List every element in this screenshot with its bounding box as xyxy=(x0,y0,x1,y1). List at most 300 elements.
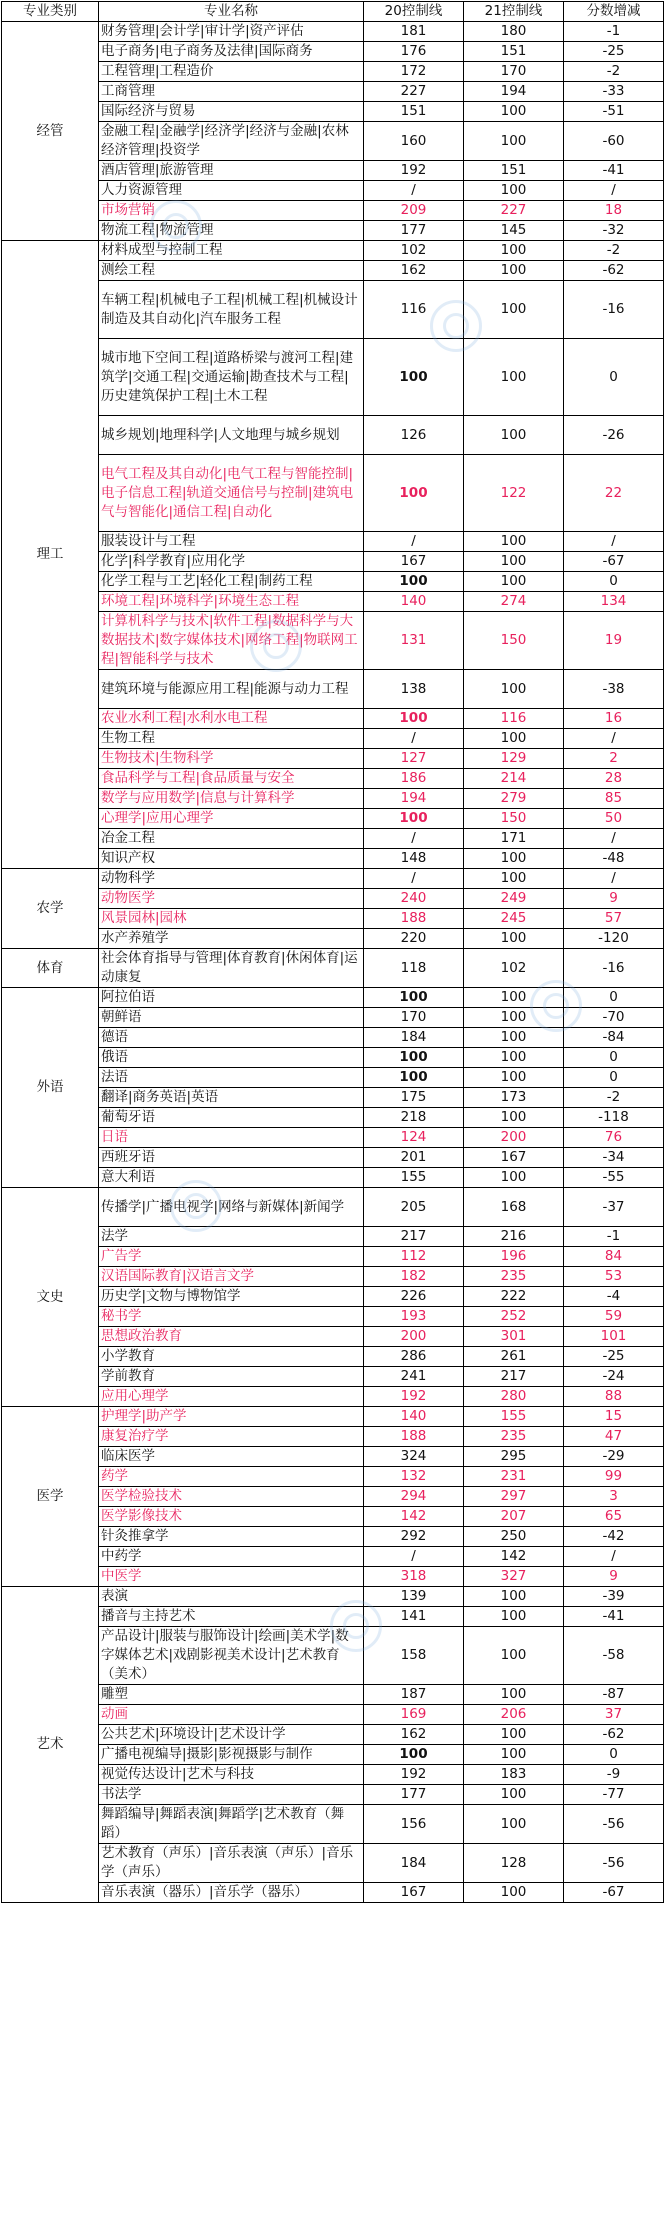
score-change-cell: 22 xyxy=(564,455,664,532)
control-line-20-cell: 286 xyxy=(364,1347,464,1367)
table-row xyxy=(2,889,664,909)
control-line-21-cell: 155 xyxy=(464,1407,564,1427)
control-line-20-cell: / xyxy=(364,829,464,849)
major-name-cell: 针灸推拿学 xyxy=(99,1527,364,1547)
score-change-cell: 0 xyxy=(564,1745,664,1765)
control-line-20-cell: / xyxy=(364,1547,464,1567)
control-line-21-cell: 279 xyxy=(464,789,564,809)
major-name-cell: 动画 xyxy=(99,1705,364,1725)
control-line-20-cell: 141 xyxy=(364,1607,464,1627)
major-name-cell: 材料成型与控制工程 xyxy=(99,241,364,261)
score-change-cell: -51 xyxy=(564,102,664,122)
control-line-21-cell: 301 xyxy=(464,1327,564,1347)
control-line-20-cell: 176 xyxy=(364,42,464,62)
control-line-21-cell: 207 xyxy=(464,1507,564,1527)
score-change-cell: / xyxy=(564,532,664,552)
table-row xyxy=(2,1427,664,1447)
major-name-cell: 水产养殖学 xyxy=(99,929,364,949)
score-change-cell: 65 xyxy=(564,1507,664,1527)
control-line-20-cell: 172 xyxy=(364,62,464,82)
table-row xyxy=(2,769,664,789)
control-line-20-cell: 292 xyxy=(364,1527,464,1547)
major-name-cell: 酒店管理|旅游管理 xyxy=(99,161,364,181)
major-name-cell: 学前教育 xyxy=(99,1367,364,1387)
score-change-cell: -33 xyxy=(564,82,664,102)
score-change-cell: 15 xyxy=(564,1407,664,1427)
control-line-21-cell: 100 xyxy=(464,1028,564,1048)
control-line-20-cell: 148 xyxy=(364,849,464,869)
major-name-cell: 风景园林|园林 xyxy=(99,909,364,929)
control-line-21-cell: 102 xyxy=(464,949,564,988)
control-line-21-cell: 100 xyxy=(464,122,564,161)
table-row xyxy=(2,1028,664,1048)
category-cell: 理工 xyxy=(2,241,99,869)
score-change-cell: / xyxy=(564,729,664,749)
control-line-21-cell: 100 xyxy=(464,281,564,339)
control-line-20-cell: 192 xyxy=(364,1387,464,1407)
control-line-20-cell: 100 xyxy=(364,709,464,729)
category-cell: 经管 xyxy=(2,22,99,241)
control-line-20-cell: 227 xyxy=(364,82,464,102)
control-line-20-cell: 241 xyxy=(364,1367,464,1387)
control-line-20-cell: 127 xyxy=(364,749,464,769)
table-row xyxy=(2,552,664,572)
control-line-21-cell: 100 xyxy=(464,869,564,889)
major-name-cell: 金融工程|金融学|经济学|经济与金融|农林经济管理|投资学 xyxy=(99,122,364,161)
major-name-cell: 医学检验技术 xyxy=(99,1487,364,1507)
control-line-21-cell: 100 xyxy=(464,1745,564,1765)
score-change-cell: -1 xyxy=(564,1227,664,1247)
table-row xyxy=(2,1327,664,1347)
control-line-20-cell: 217 xyxy=(364,1227,464,1247)
score-change-cell: -56 xyxy=(564,1805,664,1844)
score-change-cell: -16 xyxy=(564,281,664,339)
control-line-20-cell: 160 xyxy=(364,122,464,161)
score-change-cell: -42 xyxy=(564,1527,664,1547)
score-change-cell: 0 xyxy=(564,572,664,592)
major-name-cell: 小学教育 xyxy=(99,1347,364,1367)
control-line-20-cell: 181 xyxy=(364,22,464,42)
control-line-20-cell: 100 xyxy=(364,1068,464,1088)
major-name-cell: 社会体育指导与管理|体育教育|休闲体育|运动康复 xyxy=(99,949,364,988)
score-change-cell: -60 xyxy=(564,122,664,161)
major-name-cell: 历史学|文物与博物馆学 xyxy=(99,1287,364,1307)
major-name-cell: 生物工程 xyxy=(99,729,364,749)
score-change-cell: 28 xyxy=(564,769,664,789)
major-name-cell: 俄语 xyxy=(99,1048,364,1068)
major-name-cell: 视觉传达设计|艺术与科技 xyxy=(99,1765,364,1785)
score-change-cell: / xyxy=(564,1547,664,1567)
score-change-cell: 134 xyxy=(564,592,664,612)
control-line-20-cell: 116 xyxy=(364,281,464,339)
table-row xyxy=(2,1607,664,1627)
control-line-20-cell: 156 xyxy=(364,1805,464,1844)
control-line-21-cell: 100 xyxy=(464,1008,564,1028)
score-change-cell: -77 xyxy=(564,1785,664,1805)
control-line-20-cell: / xyxy=(364,729,464,749)
control-line-20-cell: 162 xyxy=(364,261,464,281)
control-line-21-cell: 100 xyxy=(464,532,564,552)
major-name-cell: 电气工程及其自动化|电气工程与智能控制|电子信息工程|轨道交通信号与控制|建筑电气与智能化|通信工程|自动化 xyxy=(99,455,364,532)
major-name-cell: 德语 xyxy=(99,1028,364,1048)
score-change-cell: -37 xyxy=(564,1188,664,1227)
control-line-21-cell: 100 xyxy=(464,181,564,201)
score-change-cell: -56 xyxy=(564,1844,664,1883)
header-row xyxy=(2,2,664,22)
major-name-cell: 车辆工程|机械电子工程|机械工程|机械设计制造及其自动化|汽车服务工程 xyxy=(99,281,364,339)
table-row xyxy=(2,1088,664,1108)
control-line-21-cell: 216 xyxy=(464,1227,564,1247)
table-row xyxy=(2,1805,664,1844)
control-line-20-cell: 188 xyxy=(364,909,464,929)
score-change-cell: 9 xyxy=(564,889,664,909)
header-control-line-20: 20控制线 xyxy=(364,2,464,22)
major-name-cell: 书法学 xyxy=(99,1785,364,1805)
score-change-cell: -70 xyxy=(564,1008,664,1028)
control-line-21-cell: 173 xyxy=(464,1088,564,1108)
table-row xyxy=(2,1447,664,1467)
control-line-20-cell: 184 xyxy=(364,1028,464,1048)
control-line-21-cell: 100 xyxy=(464,572,564,592)
control-line-20-cell: 100 xyxy=(364,339,464,416)
major-name-cell: 生物技术|生物科学 xyxy=(99,749,364,769)
control-line-21-cell: 100 xyxy=(464,988,564,1008)
control-line-20-cell: / xyxy=(364,181,464,201)
table-row xyxy=(2,532,664,552)
control-line-20-cell: 193 xyxy=(364,1307,464,1327)
table-row xyxy=(2,1267,664,1287)
table-row xyxy=(2,729,664,749)
control-line-21-cell: 145 xyxy=(464,221,564,241)
control-line-21-cell: 200 xyxy=(464,1128,564,1148)
control-line-21-cell: 150 xyxy=(464,809,564,829)
score-change-cell: -118 xyxy=(564,1108,664,1128)
control-line-20-cell: 184 xyxy=(364,1844,464,1883)
control-line-21-cell: 150 xyxy=(464,612,564,670)
score-change-cell: / xyxy=(564,829,664,849)
major-name-cell: 冶金工程 xyxy=(99,829,364,849)
control-line-20-cell: 192 xyxy=(364,161,464,181)
table-row xyxy=(2,1387,664,1407)
major-name-cell: 应用心理学 xyxy=(99,1387,364,1407)
table-row xyxy=(2,592,664,612)
score-change-cell: 18 xyxy=(564,201,664,221)
control-line-21-cell: 170 xyxy=(464,62,564,82)
major-name-cell: 城乡规划|地理科学|人文地理与城乡规划 xyxy=(99,416,364,455)
score-change-cell: 3 xyxy=(564,1487,664,1507)
table-row xyxy=(2,1725,664,1745)
control-line-20-cell: 100 xyxy=(364,1745,464,1765)
control-line-20-cell: 100 xyxy=(364,988,464,1008)
control-line-20-cell: 194 xyxy=(364,789,464,809)
control-line-21-cell: 100 xyxy=(464,1168,564,1188)
control-line-20-cell: 139 xyxy=(364,1587,464,1607)
table-row xyxy=(2,1547,664,1567)
score-table xyxy=(1,1,664,1903)
table-row xyxy=(2,1247,664,1267)
control-line-20-cell: 124 xyxy=(364,1128,464,1148)
table-row xyxy=(2,1148,664,1168)
score-change-cell: -4 xyxy=(564,1287,664,1307)
control-line-20-cell: 167 xyxy=(364,1883,464,1903)
score-change-cell: 16 xyxy=(564,709,664,729)
header-major-name: 专业名称 xyxy=(99,2,364,22)
control-line-20-cell: 318 xyxy=(364,1567,464,1587)
control-line-21-cell: 116 xyxy=(464,709,564,729)
score-change-cell: 2 xyxy=(564,749,664,769)
control-line-21-cell: 194 xyxy=(464,82,564,102)
score-change-cell: -1 xyxy=(564,22,664,42)
category-cell: 文史 xyxy=(2,1188,99,1407)
control-line-20-cell: 167 xyxy=(364,552,464,572)
control-line-21-cell: 180 xyxy=(464,22,564,42)
score-change-cell: -55 xyxy=(564,1168,664,1188)
table-row xyxy=(2,572,664,592)
score-change-cell: -48 xyxy=(564,849,664,869)
table-row xyxy=(2,1048,664,1068)
major-name-cell: 康复治疗学 xyxy=(99,1427,364,1447)
control-line-20-cell: 324 xyxy=(364,1447,464,1467)
control-line-21-cell: 100 xyxy=(464,339,564,416)
control-line-20-cell: 100 xyxy=(364,1048,464,1068)
table-row xyxy=(2,1844,664,1883)
major-name-cell: 意大利语 xyxy=(99,1168,364,1188)
score-change-cell: -24 xyxy=(564,1367,664,1387)
major-name-cell: 临床医学 xyxy=(99,1447,364,1467)
control-line-20-cell: 240 xyxy=(364,889,464,909)
control-line-20-cell: 118 xyxy=(364,949,464,988)
header-category: 专业类别 xyxy=(2,2,99,22)
control-line-21-cell: 100 xyxy=(464,1805,564,1844)
table-row xyxy=(2,122,664,161)
control-line-20-cell: 200 xyxy=(364,1327,464,1347)
score-change-cell: -87 xyxy=(564,1685,664,1705)
table-row xyxy=(2,829,664,849)
score-change-cell: 50 xyxy=(564,809,664,829)
control-line-21-cell: 100 xyxy=(464,102,564,122)
control-line-20-cell: / xyxy=(364,532,464,552)
major-name-cell: 艺术教育（声乐）|音乐表演（声乐）|音乐学（声乐） xyxy=(99,1844,364,1883)
score-change-cell: -120 xyxy=(564,929,664,949)
score-change-cell: 0 xyxy=(564,988,664,1008)
control-line-20-cell: 140 xyxy=(364,592,464,612)
control-line-20-cell: 100 xyxy=(364,572,464,592)
table-row xyxy=(2,1527,664,1547)
major-name-cell: 日语 xyxy=(99,1128,364,1148)
table-row xyxy=(2,62,664,82)
score-change-cell: -2 xyxy=(564,241,664,261)
control-line-21-cell: 100 xyxy=(464,1725,564,1745)
table-row xyxy=(2,789,664,809)
major-name-cell: 播音与主持艺术 xyxy=(99,1607,364,1627)
table-row xyxy=(2,281,664,339)
header-control-line-21: 21控制线 xyxy=(464,2,564,22)
control-line-21-cell: 128 xyxy=(464,1844,564,1883)
control-line-21-cell: 167 xyxy=(464,1148,564,1168)
score-change-cell: 59 xyxy=(564,1307,664,1327)
table-row xyxy=(2,1188,664,1227)
score-change-cell: -29 xyxy=(564,1447,664,1467)
major-name-cell: 思想政治教育 xyxy=(99,1327,364,1347)
major-name-cell: 音乐表演（器乐）|音乐学（器乐） xyxy=(99,1883,364,1903)
table-row xyxy=(2,949,664,988)
table-row xyxy=(2,82,664,102)
table-row xyxy=(2,221,664,241)
category-cell: 医学 xyxy=(2,1407,99,1587)
table-row xyxy=(2,1128,664,1148)
major-name-cell: 计算机科学与技术|软件工程|数据科学与大数据技术|数字媒体技术|网络工程|物联网工程|智能科学与技术 xyxy=(99,612,364,670)
table-row xyxy=(2,869,664,889)
major-name-cell: 护理学|助产学 xyxy=(99,1407,364,1427)
control-line-21-cell: 100 xyxy=(464,1048,564,1068)
control-line-21-cell: 100 xyxy=(464,849,564,869)
score-change-cell: / xyxy=(564,869,664,889)
major-name-cell: 服装设计与工程 xyxy=(99,532,364,552)
score-change-cell: / xyxy=(564,181,664,201)
score-change-cell: -2 xyxy=(564,62,664,82)
major-name-cell: 化学工程与工艺|轻化工程|制药工程 xyxy=(99,572,364,592)
control-line-20-cell: 131 xyxy=(364,612,464,670)
control-line-20-cell: 182 xyxy=(364,1267,464,1287)
control-line-21-cell: 217 xyxy=(464,1367,564,1387)
control-line-21-cell: 151 xyxy=(464,42,564,62)
table-row xyxy=(2,1487,664,1507)
table-row xyxy=(2,749,664,769)
control-line-21-cell: 252 xyxy=(464,1307,564,1327)
score-change-cell: -26 xyxy=(564,416,664,455)
score-change-cell: 19 xyxy=(564,612,664,670)
control-line-20-cell: 226 xyxy=(364,1287,464,1307)
table-row xyxy=(2,261,664,281)
control-line-21-cell: 261 xyxy=(464,1347,564,1367)
table-row xyxy=(2,241,664,261)
control-line-20-cell: 138 xyxy=(364,670,464,709)
major-name-cell: 朝鲜语 xyxy=(99,1008,364,1028)
control-line-21-cell: 249 xyxy=(464,889,564,909)
score-change-cell: -16 xyxy=(564,949,664,988)
table-row xyxy=(2,161,664,181)
control-line-21-cell: 280 xyxy=(464,1387,564,1407)
control-line-20-cell: 140 xyxy=(364,1407,464,1427)
table-row xyxy=(2,1108,664,1128)
major-name-cell: 动物科学 xyxy=(99,869,364,889)
score-change-cell: 53 xyxy=(564,1267,664,1287)
control-line-21-cell: 100 xyxy=(464,670,564,709)
table-row xyxy=(2,1627,664,1685)
control-line-21-cell: 100 xyxy=(464,1627,564,1685)
table-row xyxy=(2,988,664,1008)
major-name-cell: 国际经济与贸易 xyxy=(99,102,364,122)
control-line-21-cell: 100 xyxy=(464,1068,564,1088)
major-name-cell: 产品设计|服装与服饰设计|绘画|美术学|数字媒体艺术|戏剧影视美术设计|艺术教育（美术） xyxy=(99,1627,364,1685)
control-line-21-cell: 100 xyxy=(464,1607,564,1627)
control-line-20-cell: 102 xyxy=(364,241,464,261)
table-row xyxy=(2,1883,664,1903)
control-line-20-cell: 192 xyxy=(364,1765,464,1785)
control-line-20-cell: 155 xyxy=(364,1168,464,1188)
major-name-cell: 建筑环境与能源应用工程|能源与动力工程 xyxy=(99,670,364,709)
control-line-21-cell: 151 xyxy=(464,161,564,181)
major-name-cell: 表演 xyxy=(99,1587,364,1607)
score-change-cell: -38 xyxy=(564,670,664,709)
table-row xyxy=(2,929,664,949)
major-name-cell: 农业水利工程|水利水电工程 xyxy=(99,709,364,729)
score-change-cell: 101 xyxy=(564,1327,664,1347)
score-change-cell: -67 xyxy=(564,1883,664,1903)
score-change-cell: 85 xyxy=(564,789,664,809)
major-name-cell: 广告学 xyxy=(99,1247,364,1267)
control-line-21-cell: 142 xyxy=(464,1547,564,1567)
score-change-cell: 0 xyxy=(564,1068,664,1088)
major-name-cell: 秘书学 xyxy=(99,1307,364,1327)
major-name-cell: 电子商务|电子商务及法律|国际商务 xyxy=(99,42,364,62)
control-line-20-cell: 169 xyxy=(364,1705,464,1725)
major-name-cell: 环境工程|环境科学|环境生态工程 xyxy=(99,592,364,612)
score-change-cell: 57 xyxy=(564,909,664,929)
control-line-20-cell: 209 xyxy=(364,201,464,221)
score-change-cell: 47 xyxy=(564,1427,664,1447)
score-change-cell: -41 xyxy=(564,1607,664,1627)
control-line-21-cell: 100 xyxy=(464,729,564,749)
control-line-21-cell: 235 xyxy=(464,1267,564,1287)
control-line-20-cell: / xyxy=(364,869,464,889)
control-line-21-cell: 168 xyxy=(464,1188,564,1227)
table-row xyxy=(2,1407,664,1427)
header-score-change: 分数增减 xyxy=(564,2,664,22)
control-line-20-cell: 158 xyxy=(364,1627,464,1685)
score-change-cell: -34 xyxy=(564,1148,664,1168)
table-row xyxy=(2,1785,664,1805)
control-line-21-cell: 231 xyxy=(464,1467,564,1487)
category-cell: 艺术 xyxy=(2,1587,99,1903)
score-change-cell: 37 xyxy=(564,1705,664,1725)
control-line-20-cell: 132 xyxy=(364,1467,464,1487)
control-line-20-cell: 188 xyxy=(364,1427,464,1447)
score-change-cell: -62 xyxy=(564,1725,664,1745)
score-change-cell: -62 xyxy=(564,261,664,281)
major-name-cell: 舞蹈编导|舞蹈表演|舞蹈学|艺术教育（舞蹈） xyxy=(99,1805,364,1844)
control-line-20-cell: 126 xyxy=(364,416,464,455)
table-row xyxy=(2,22,664,42)
table-row xyxy=(2,1507,664,1527)
major-name-cell: 药学 xyxy=(99,1467,364,1487)
control-line-21-cell: 227 xyxy=(464,201,564,221)
control-line-21-cell: 100 xyxy=(464,1108,564,1128)
control-line-20-cell: 187 xyxy=(364,1685,464,1705)
major-name-cell: 人力资源管理 xyxy=(99,181,364,201)
control-line-20-cell: 175 xyxy=(364,1088,464,1108)
major-name-cell: 化学|科学教育|应用化学 xyxy=(99,552,364,572)
control-line-20-cell: 151 xyxy=(364,102,464,122)
score-change-cell: -41 xyxy=(564,161,664,181)
table-row xyxy=(2,1745,664,1765)
major-name-cell: 汉语国际教育|汉语言文学 xyxy=(99,1267,364,1287)
table-row xyxy=(2,1008,664,1028)
major-name-cell: 法语 xyxy=(99,1068,364,1088)
major-name-cell: 传播学|广播电视学|网络与新媒体|新闻学 xyxy=(99,1188,364,1227)
control-line-21-cell: 206 xyxy=(464,1705,564,1725)
score-change-cell: -32 xyxy=(564,221,664,241)
score-change-cell: -25 xyxy=(564,42,664,62)
table-row xyxy=(2,42,664,62)
control-line-21-cell: 129 xyxy=(464,749,564,769)
control-line-21-cell: 100 xyxy=(464,929,564,949)
control-line-21-cell: 327 xyxy=(464,1567,564,1587)
score-table-body xyxy=(2,2,664,1903)
major-name-cell: 雕塑 xyxy=(99,1685,364,1705)
control-line-21-cell: 235 xyxy=(464,1427,564,1447)
control-line-20-cell: 142 xyxy=(364,1507,464,1527)
